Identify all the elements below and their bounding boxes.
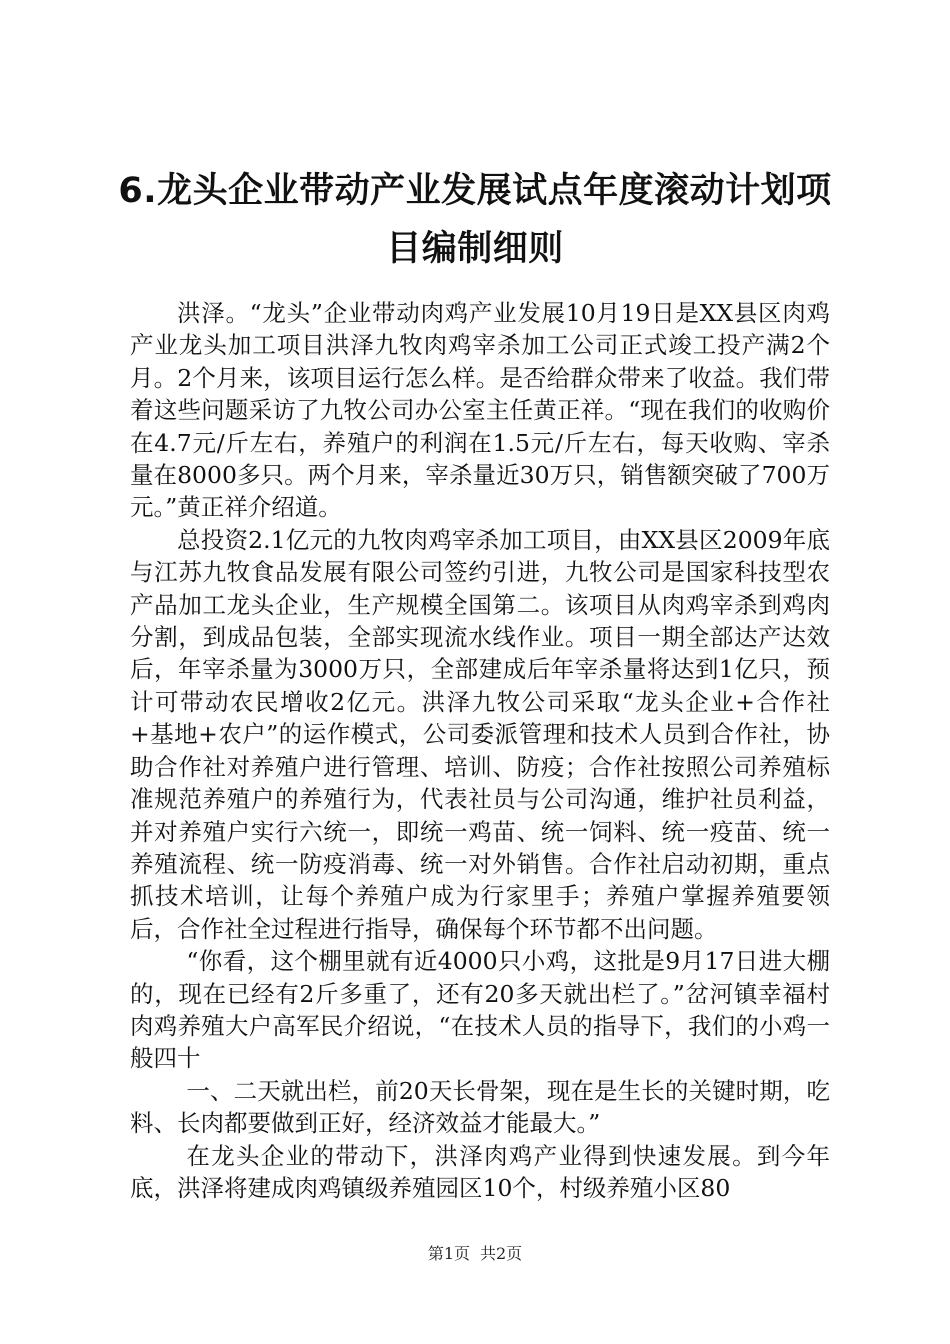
paragraph-2: 总投资2.1亿元的九牧肉鸡宰杀加工项目，由XX县区2009年底与江苏九牧食品发展有限公司签约引进，九牧公司是国家科技型农产品加工龙头企业，生产规模全国第二。该项目从肉鸡宰杀到鸡肉分割，到成品包装，全部实现流水线作业。项目一期全部达产达效后，年宰杀量为3000万只，全部建成后年宰杀量将达到1亿只，预计可带动农民增收2亿元。洪泽九牧公司采取“龙头企业+合作社+基地+农户”的运作模式，公司委派管理和技术人员到合作社，协助合作社对养殖户进行管理、培训、防疫；合作社按照公司养殖标准规范养殖户的养殖行为，代表社员与公司沟通，维护社员利益，并对养殖户实行六统一，即统一鸡苗、统一饲料、统一疫苗、统一养殖流程、统一防疫消毒、统一对外销售。合作社启动初期，重点抓技术培训，让每个养殖户成为行家里手；养殖户掌握养殖要领后，合作社全过程进行指导，确保每个环节都不出问题。 (130, 525, 830, 943)
document-title: 6.龙头企业带动产业发展试点年度滚动计划项目编制细则 (118, 171, 832, 269)
document-body (130, 297, 830, 1204)
page-total: 共2页 (480, 1244, 523, 1263)
page-footer (0, 1244, 950, 1264)
paragraph-1: 洪泽。“龙头”企业带动肉鸡产业发展10月19日是XX县区肉鸡产业龙头加工项目洪泽九牧肉鸡宰杀加工公司正式竣工投产满2个月。2个月来，该项目运行怎么样。是否给群众带来了收益。我们带着这些问题采访了九牧公司办公室主任黄正祥。“现在我们的收购价在4.7元/斤左右，养殖户的利润在1.5元/斤左右，每天收购、宰杀量在8000多只。两个月来，宰杀量近30万只，销售额突破了700万元。”黄正祥介绍道。 (130, 299, 830, 522)
paragraph-4: 一、二天就出栏，前20天长骨架，现在是生长的关键时期，吃料、长肉都要做到正好，经济效益才能最大。” (130, 1076, 830, 1138)
page-number: 第1页 (427, 1244, 470, 1263)
paragraph-5: 在龙头企业的带动下，洪泽肉鸡产业得到快速发展。到今年底，洪泽将建成肉鸡镇级养殖园区10个，村级养殖小区80 (130, 1141, 830, 1202)
paragraph-3: “你看，这个棚里就有近4000只小鸡，这批是9月17日进大棚的，现在已经有2斤多重了，还有20多天就出栏了。”岔河镇幸福村肉鸡养殖大户高军民介绍说，“在技术人员的指导下，我们的小鸡一般四十 (130, 947, 830, 1073)
